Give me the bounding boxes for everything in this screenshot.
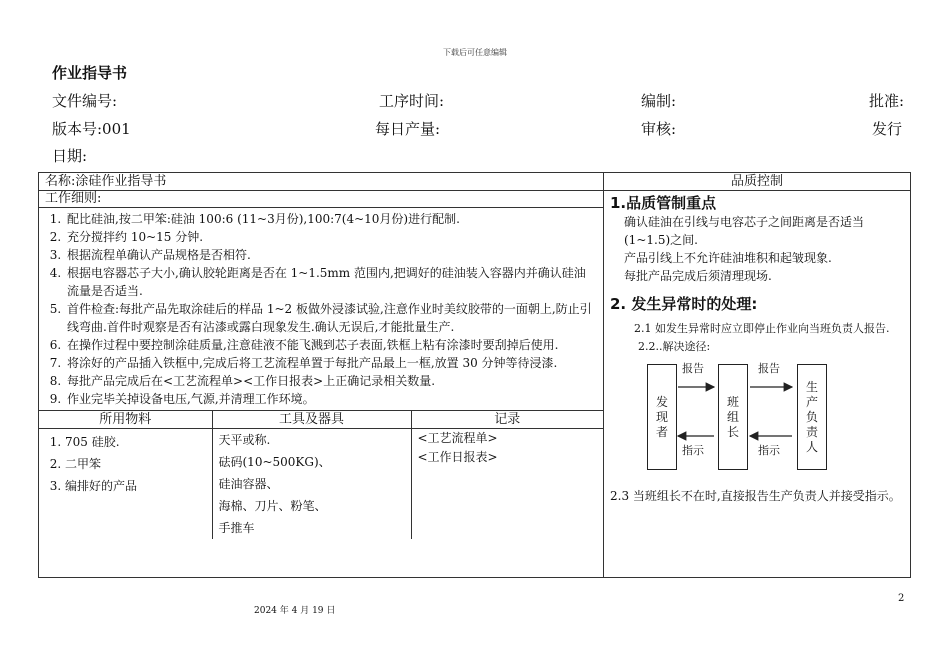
tool-item: 手推车 xyxy=(218,521,255,535)
step-item: 4. 根据电容器芯子大小,确认胶轮距离是否在 1~1.5mm 范围内,把调好的硅油装入容器内并确认硅油流量是否适当. xyxy=(65,264,597,300)
steps-title: 工作细则: xyxy=(39,191,603,208)
tools-cell xyxy=(212,429,411,540)
qc-sub-2-1: 2.1 如发生异常时应立即停止作业向当班负责人报告. xyxy=(634,322,890,335)
qc-sub-2-3: 2.3 当班组长不在时,直接报告生产负责人并接受指示。 xyxy=(610,489,901,503)
materials-cell xyxy=(39,429,212,540)
step-item: 8. 每批产品完成后在<工艺流程单><工作日报表>上正确记录相关数量. xyxy=(65,372,597,390)
right-title: 品质控制 xyxy=(604,173,911,191)
qc-sub-2-2: 2.2..解决途径: xyxy=(638,340,711,353)
flow-label-report-2: 报告 xyxy=(758,362,780,375)
doc-number-label: 文件编号: xyxy=(52,92,118,110)
qc-heading-2: 2. 发生异常时的处理: xyxy=(610,295,758,313)
prepared-label: 编制: xyxy=(641,92,677,110)
material-item: 2. 二甲笨 xyxy=(65,453,212,475)
footer-date: 2024 年 4 月 19 日 xyxy=(254,606,336,616)
tool-item: 砝码(10~500KG)、 xyxy=(218,455,331,469)
step-item: 3. 根据流程单确认产品规格是否相符. xyxy=(65,246,597,264)
tools-header: 工具及器具 xyxy=(212,411,411,429)
instruction-table xyxy=(38,172,911,578)
left-content xyxy=(39,191,604,578)
left-title: 名称:涂硅作业指导书 xyxy=(39,173,604,191)
step-item: 7. 将涂好的产品插入铁框中,完成后将工艺流程单置于每批产品最上一框,放置 30 分钟等待浸漆. xyxy=(65,354,597,372)
reviewed-label: 审核: xyxy=(641,120,677,138)
process-time-label: 工序时间: xyxy=(379,92,445,110)
materials-list xyxy=(39,431,212,497)
tool-item: 天平或称. xyxy=(218,433,271,447)
approved-label: 批准: xyxy=(869,92,905,110)
date-label: 日期: xyxy=(52,147,88,165)
step-item: 2. 充分搅拌约 10~15 分钟. xyxy=(65,228,597,246)
resources-table xyxy=(39,410,603,539)
records-cell xyxy=(411,429,603,540)
record-item: <工作日报表> xyxy=(417,450,498,464)
material-item: 3. 编排好的产品 xyxy=(65,475,212,497)
document-title: 作业指导书 xyxy=(52,64,128,82)
step-item: 6. 在操作过程中要控制涂硅质量,注意硅液不能飞溅到芯子表面,铁框上粘有涂漆时要刮掉后使用. xyxy=(65,336,597,354)
step-item: 5. 首件检查:每批产品先取涂硅后的样品 1~2 板做外浸漆试验,注意作业时美纹胶带的一面朝上,防止引线弯曲.首件时观察是否有沾漆或露白现象发生.确认无误后,才能批量生产. xyxy=(65,300,597,336)
record-item: <工艺流程单> xyxy=(417,431,498,445)
flow-label-instruct-1: 指示 xyxy=(682,444,704,457)
qc-heading-1: 1.品质管制重点 xyxy=(610,194,717,212)
flow-box-production-head: 生 产 负 责 人 xyxy=(797,364,827,470)
flow-arrows xyxy=(604,356,904,486)
qc-point: 产品引线上不允许硅油堆积和起皱现象. xyxy=(624,251,832,265)
escalation-flowchart xyxy=(604,356,910,486)
flow-box-team-leader: 班 组 长 xyxy=(718,364,748,470)
step-item: 1. 配比硅油,按二甲笨:硅油 100:6 (11~3月份),100:7(4~10月份)进行配制. xyxy=(65,210,597,228)
qc-point: 确认硅油在引线与电容芯子之间距离是否适当(1~1.5)之间. xyxy=(624,215,865,247)
top-note: 下载后可任意编辑 xyxy=(443,48,507,57)
daily-output-label: 每日产量: xyxy=(375,120,441,138)
flow-label-report-1: 报告 xyxy=(682,362,704,375)
quality-control-cell xyxy=(604,191,911,578)
flow-box-finder: 发 现 者 xyxy=(647,364,677,470)
steps-list xyxy=(39,210,603,408)
qc-point: 每批产品完成后须清理现场. xyxy=(624,269,772,283)
material-item: 1. 705 硅胶. xyxy=(65,431,212,453)
issued-label: 发行 xyxy=(872,120,903,138)
page-number: 2 xyxy=(898,593,905,604)
flow-label-instruct-2: 指示 xyxy=(758,444,780,457)
tool-item: 海棉、刀片、粉笔、 xyxy=(218,499,327,513)
materials-header: 所用物料 xyxy=(39,411,212,429)
tool-item: 硅油容器、 xyxy=(218,477,279,491)
step-item: 9. 作业完毕关掉设备电压,气源,并清理工作环境。 xyxy=(65,390,597,408)
records-header: 记录 xyxy=(411,411,603,429)
version-label: 版本号:001 xyxy=(52,120,131,138)
